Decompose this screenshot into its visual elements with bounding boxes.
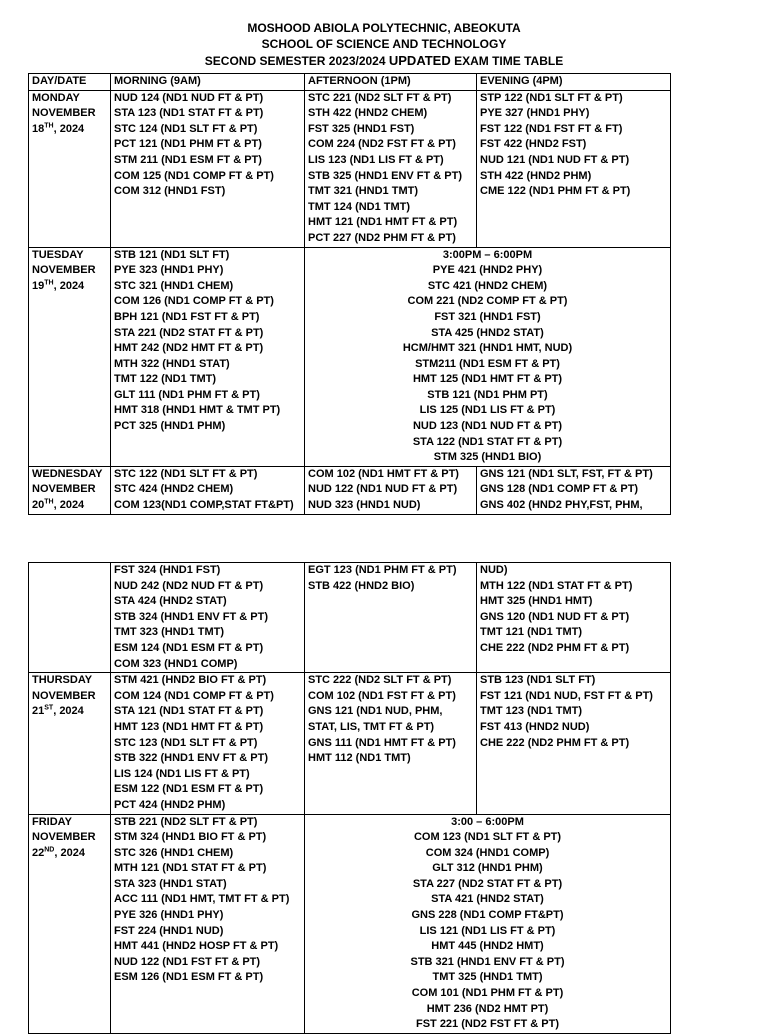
date-cell: WEDNESDAY NOVEMBER 20TH, 2024: [29, 466, 111, 514]
exam-entry: TMT 124 (ND1 TMT): [308, 200, 411, 213]
exam-entry: COM 312 (HND1 FST): [114, 185, 226, 198]
date-cell: MONDAY NOVEMBER 18TH, 2024: [29, 90, 111, 247]
exam-entry: COM 123(ND1 COMP,STAT FT&PT): [114, 499, 294, 512]
exam-entry: PYE 327 (HND1 PHY): [480, 107, 590, 120]
exam-entry: FST 121 (ND1 NUD, FST FT & PT): [480, 689, 653, 702]
exam-entry: GLT 312 (HND1 PHM): [432, 862, 543, 875]
evening-cell: [477, 673, 671, 814]
header-title: EXAM TIME TABLE: [454, 54, 564, 68]
exam-entry: STB 221 (ND2 SLT FT & PT): [114, 815, 258, 828]
exam-entry: STP 122 (ND1 SLT FT & PT): [480, 91, 623, 104]
exam-entry: STB 123 (ND1 SLT FT): [480, 674, 596, 687]
exam-entry: STB 121 (ND1 PHM PT): [427, 388, 548, 401]
exam-entry: COM 123 (ND1 SLT FT & PT): [413, 831, 562, 844]
exam-entry: BPH 121 (ND1 FST FT & PT): [114, 310, 260, 323]
exam-entry: COM 224 (ND2 FST FT & PT): [308, 138, 456, 151]
exam-entry: HMT 125 (ND1 HMT FT & PT): [412, 373, 563, 386]
morning-cell: [111, 814, 305, 1033]
exam-entry: NUD 323 (HND1 NUD): [308, 499, 421, 512]
exam-entry: PCT 121 (ND1 PHM FT & PT): [114, 138, 262, 151]
exam-entry: COM 324 (HND1 COMP): [425, 846, 550, 859]
exam-entry: COM 102 (ND1 HMT FT & PT): [308, 467, 459, 480]
afternoon-evening-merged-cell: [305, 247, 671, 466]
row-wednesday-continued: [29, 563, 671, 673]
exam-entry: STM 325 (HND1 BIO): [433, 451, 542, 464]
exam-entry: TMT 321 (HND1 TMT): [308, 185, 418, 198]
exam-entry: HMT 123 (ND1 HMT FT & PT): [114, 720, 264, 733]
exam-entry: CHE 222 (ND2 PHM FT & PT): [480, 736, 630, 749]
exam-entry: ACC 111 (ND1 HMT, TMT FT & PT): [114, 893, 290, 906]
exam-entry: GNS 121 (ND1 NUD, PHM,: [308, 705, 443, 718]
date-cell: FRIDAY NOVEMBER 22ND, 2024: [29, 814, 111, 1033]
exam-entry: COM 124 (ND1 COMP FT & PT): [114, 689, 274, 702]
timetable-page-1: [28, 73, 671, 515]
exam-entry: STM 324 (HND1 BIO FT & PT): [114, 831, 267, 844]
exam-entry: PYE 421 (HND2 PHY): [432, 264, 543, 277]
exam-entry: LIS 125 (ND1 LIS FT & PT): [419, 404, 556, 417]
exam-entry: STH 422 (HND2 CHEM): [308, 107, 428, 120]
row-thursday: [29, 673, 671, 814]
exam-entry: PCT 227 (ND2 PHM FT & PT): [308, 231, 456, 244]
exam-entry: HMT 441 (HND2 HOSP FT & PT): [114, 940, 279, 953]
exam-entry: STA 425 (HND2 STAT): [431, 326, 544, 339]
exam-entry: COM 323 (HND1 COMP): [114, 657, 238, 670]
exam-entry: LIS 124 (ND1 LIS FT & PT): [114, 767, 250, 780]
exam-entry: NUD 242 (ND2 NUD FT & PT): [114, 579, 264, 592]
col-header-afternoon: AFTERNOON (1PM): [305, 74, 477, 91]
exam-entry: TMT 323 (HND1 TMT): [114, 626, 224, 639]
exam-entry: MTH 322 (HND1 STAT): [114, 357, 230, 370]
exam-entry: GNS 121 (ND1 SLT, FST, FT & PT): [480, 467, 653, 480]
morning-cell: [111, 673, 305, 814]
exam-entry: STA 123 (ND1 STAT FT & PT): [114, 107, 264, 120]
exam-entry: STC 124 (ND1 SLT FT & PT): [114, 122, 258, 135]
exam-entry: STA 227 (ND2 STAT FT & PT): [412, 877, 563, 890]
exam-entry: NUD 122 (ND1 FST FT & PT): [114, 955, 261, 968]
exam-entry: COM 126 (ND1 COMP FT & PT): [114, 295, 274, 308]
exam-entry: COM 221 (ND2 COMP FT & PT): [407, 295, 568, 308]
row-monday: [29, 90, 671, 247]
exam-entry: NUD 123 (ND1 NUD FT & PT): [412, 420, 563, 433]
exam-entry: GNS 402 (HND2 PHY,FST, PHM,: [480, 499, 643, 512]
exam-entry: PYE 323 (HND1 PHY): [114, 264, 224, 277]
exam-entry: FST 221 (ND2 FST FT & PT): [415, 1018, 559, 1031]
exam-entry: STB 121 (ND1 SLT FT): [114, 248, 230, 261]
exam-entry: STC 421 (HND2 CHEM): [427, 279, 548, 292]
date-cell: TUESDAY NOVEMBER 19TH, 2024: [29, 247, 111, 466]
exam-entry: STB 324 (HND1 ENV FT & PT): [114, 610, 269, 623]
afternoon-cell: [305, 563, 477, 673]
exam-entry: STA 421 (HND2 STAT): [431, 893, 544, 906]
row-friday: [29, 814, 671, 1033]
exam-entry: STB 422 (HND2 BIO): [308, 579, 415, 592]
row-tuesday: [29, 247, 671, 466]
exam-entry: STA 221 (ND2 STAT FT & PT): [114, 326, 264, 339]
exam-entry: COM 101 (ND1 PHM FT & PT): [411, 987, 564, 1000]
exam-entry: CME 122 (ND1 PHM FT & PT): [480, 185, 631, 198]
exam-entry: FST 321 (HND1 FST): [434, 310, 541, 323]
morning-cell: [111, 466, 305, 514]
exam-entry: STA 424 (HND2 STAT): [114, 595, 227, 608]
exam-entry: STC 221 (ND2 SLT FT & PT): [308, 91, 452, 104]
exam-entry: GNS 228 (ND1 COMP FT&PT): [411, 909, 564, 922]
exam-entry: LIS 123 (ND1 LIS FT & PT): [308, 153, 444, 166]
exam-entry: HMT 121 (ND1 HMT FT & PT): [308, 216, 458, 229]
exam-entry: TMT 123 (ND1 TMT): [480, 705, 583, 718]
header-semester: SECOND SEMESTER 2023/2024: [204, 54, 386, 68]
header-line-2: SCHOOL OF SCIENCE AND TECHNOLOGY: [261, 37, 507, 51]
exam-entry: PCT 424 (HND2 PHM): [114, 798, 226, 811]
morning-cell: [111, 90, 305, 247]
exam-entry: STC 222 (ND2 SLT FT & PT): [308, 674, 452, 687]
table-header-row: [29, 74, 671, 91]
header-updated: UPDATED: [388, 53, 451, 68]
exam-entry: CHE 222 (ND2 PHM FT & PT): [480, 641, 630, 654]
exam-entry: STA 121 (ND1 STAT FT & PT): [114, 705, 264, 718]
timetable-page-2: [28, 562, 671, 1034]
exam-entry: STM 211 (ND1 ESM FT & PT): [114, 153, 262, 166]
exam-entry: 3:00 – 6:00PM: [451, 815, 524, 828]
exam-entry: STC 321 (HND1 CHEM): [114, 279, 234, 292]
morning-cell: [111, 563, 305, 673]
col-header-morning: MORNING (9AM): [111, 74, 305, 91]
date-cell: THURSDAY NOVEMBER 21ST, 2024: [29, 673, 111, 814]
exam-entry: PYE 326 (HND1 PHY): [114, 909, 224, 922]
row-wednesday: [29, 466, 671, 514]
exam-entry: FST 122 (ND1 FST FT & FT): [480, 122, 623, 135]
exam-entry: MTH 121 (ND1 STAT FT & PT): [114, 862, 267, 875]
exam-entry: STB 322 (HND1 ENV FT & PT): [114, 752, 269, 765]
exam-entry: NUD 122 (ND1 NUD FT & PT): [308, 483, 458, 496]
exam-entry: FST 324 (HND1 FST): [114, 564, 221, 576]
exam-entry: HMT 236 (ND2 HMT PT): [426, 1002, 549, 1015]
afternoon-evening-merged-cell: [305, 814, 671, 1033]
exam-entry: HCM/HMT 321 (HND1 HMT, NUD): [402, 342, 573, 355]
exam-entry: STA 122 (ND1 STAT FT & PT): [412, 435, 563, 448]
exam-entry: NUD 121 (ND1 NUD FT & PT): [480, 153, 630, 166]
exam-entry: ESM 126 (ND1 ESM FT & PT): [114, 971, 264, 984]
exam-entry: STAT, LIS, TMT FT & PT): [308, 720, 435, 733]
evening-cell: [477, 466, 671, 514]
afternoon-cell: [305, 466, 477, 514]
exam-entry: LIS 121 (ND1 LIS FT & PT): [419, 924, 556, 937]
exam-entry: STM 421 (HND2 BIO FT & PT): [114, 674, 267, 687]
exam-entry: STA 323 (HND1 STAT): [114, 877, 227, 890]
exam-entry: GNS 120 (ND1 NUD FT & PT): [480, 610, 630, 623]
afternoon-cell: [305, 90, 477, 247]
evening-cell: [477, 90, 671, 247]
exam-entry: HMT 318 (HND1 HMT & TMT PT): [114, 404, 281, 417]
exam-entry: STH 422 (HND2 PHM): [480, 169, 592, 182]
exam-entry: COM 102 (ND1 FST FT & PT): [308, 689, 456, 702]
exam-entry: FST 325 (HND1 FST): [308, 122, 415, 135]
exam-entry: STB 321 (HND1 ENV FT & PT): [410, 955, 565, 968]
exam-entry: TMT 325 (HND1 TMT): [432, 971, 543, 984]
exam-entry: MTH 122 (ND1 STAT FT & PT): [480, 579, 633, 592]
exam-entry: 3:00PM – 6:00PM: [442, 248, 533, 261]
exam-entry: STC 122 (ND1 SLT FT & PT): [114, 467, 258, 480]
evening-cell: [477, 563, 671, 673]
exam-entry: STC 326 (HND1 CHEM): [114, 846, 234, 859]
exam-entry: HMT 445 (HND2 HMT): [431, 940, 544, 953]
exam-entry: NUD): [480, 564, 508, 576]
exam-entry: HMT 325 (HND1 HMT): [480, 595, 593, 608]
header-line-3: [0, 53, 768, 69]
exam-entry: FST 224 (HND1 NUD): [114, 924, 224, 937]
morning-cell: [111, 247, 305, 466]
exam-entry: COM 125 (ND1 COMP FT & PT): [114, 169, 274, 182]
header-line-1: MOSHOOD ABIOLA POLYTECHNIC, ABEOKUTA: [247, 21, 521, 35]
col-header-day: DAY/DATE: [29, 74, 111, 91]
exam-entry: STB 325 (HND1 ENV FT & PT): [308, 169, 463, 182]
exam-entry: HMT 242 (ND2 HMT FT & PT): [114, 342, 264, 355]
exam-entry: NUD 124 (ND1 NUD FT & PT): [114, 91, 264, 104]
exam-entry: TMT 122 (ND1 TMT): [114, 373, 217, 386]
exam-entry: GLT 111 (ND1 PHM FT & PT): [114, 388, 260, 401]
exam-entry: STC 123 (ND1 SLT FT & PT): [114, 736, 258, 749]
exam-entry: FST 413 (HND2 NUD): [480, 720, 590, 733]
afternoon-cell: [305, 673, 477, 814]
date-cell-empty: [29, 563, 111, 673]
exam-entry: GNS 128 (ND1 COMP FT & PT): [480, 483, 639, 496]
exam-entry: HMT 112 (ND1 TMT): [308, 752, 411, 765]
exam-entry: EGT 123 (ND1 PHM FT & PT): [308, 564, 457, 576]
exam-entry: STM211 (ND1 ESM FT & PT): [415, 357, 560, 370]
exam-entry: PCT 325 (HND1 PHM): [114, 420, 226, 433]
exam-entry: GNS 111 (ND1 HMT FT & PT): [308, 736, 456, 749]
exam-entry: ESM 122 (ND1 ESM FT & PT): [114, 783, 264, 796]
exam-entry: ESM 124 (ND1 ESM FT & PT): [114, 641, 264, 654]
exam-entry: STC 424 (HND2 CHEM): [114, 483, 234, 496]
col-header-evening: EVENING (4PM): [477, 74, 671, 91]
exam-entry: TMT 121 (ND1 TMT): [480, 626, 583, 639]
exam-entry: FST 422 (HND2 FST): [480, 138, 587, 151]
